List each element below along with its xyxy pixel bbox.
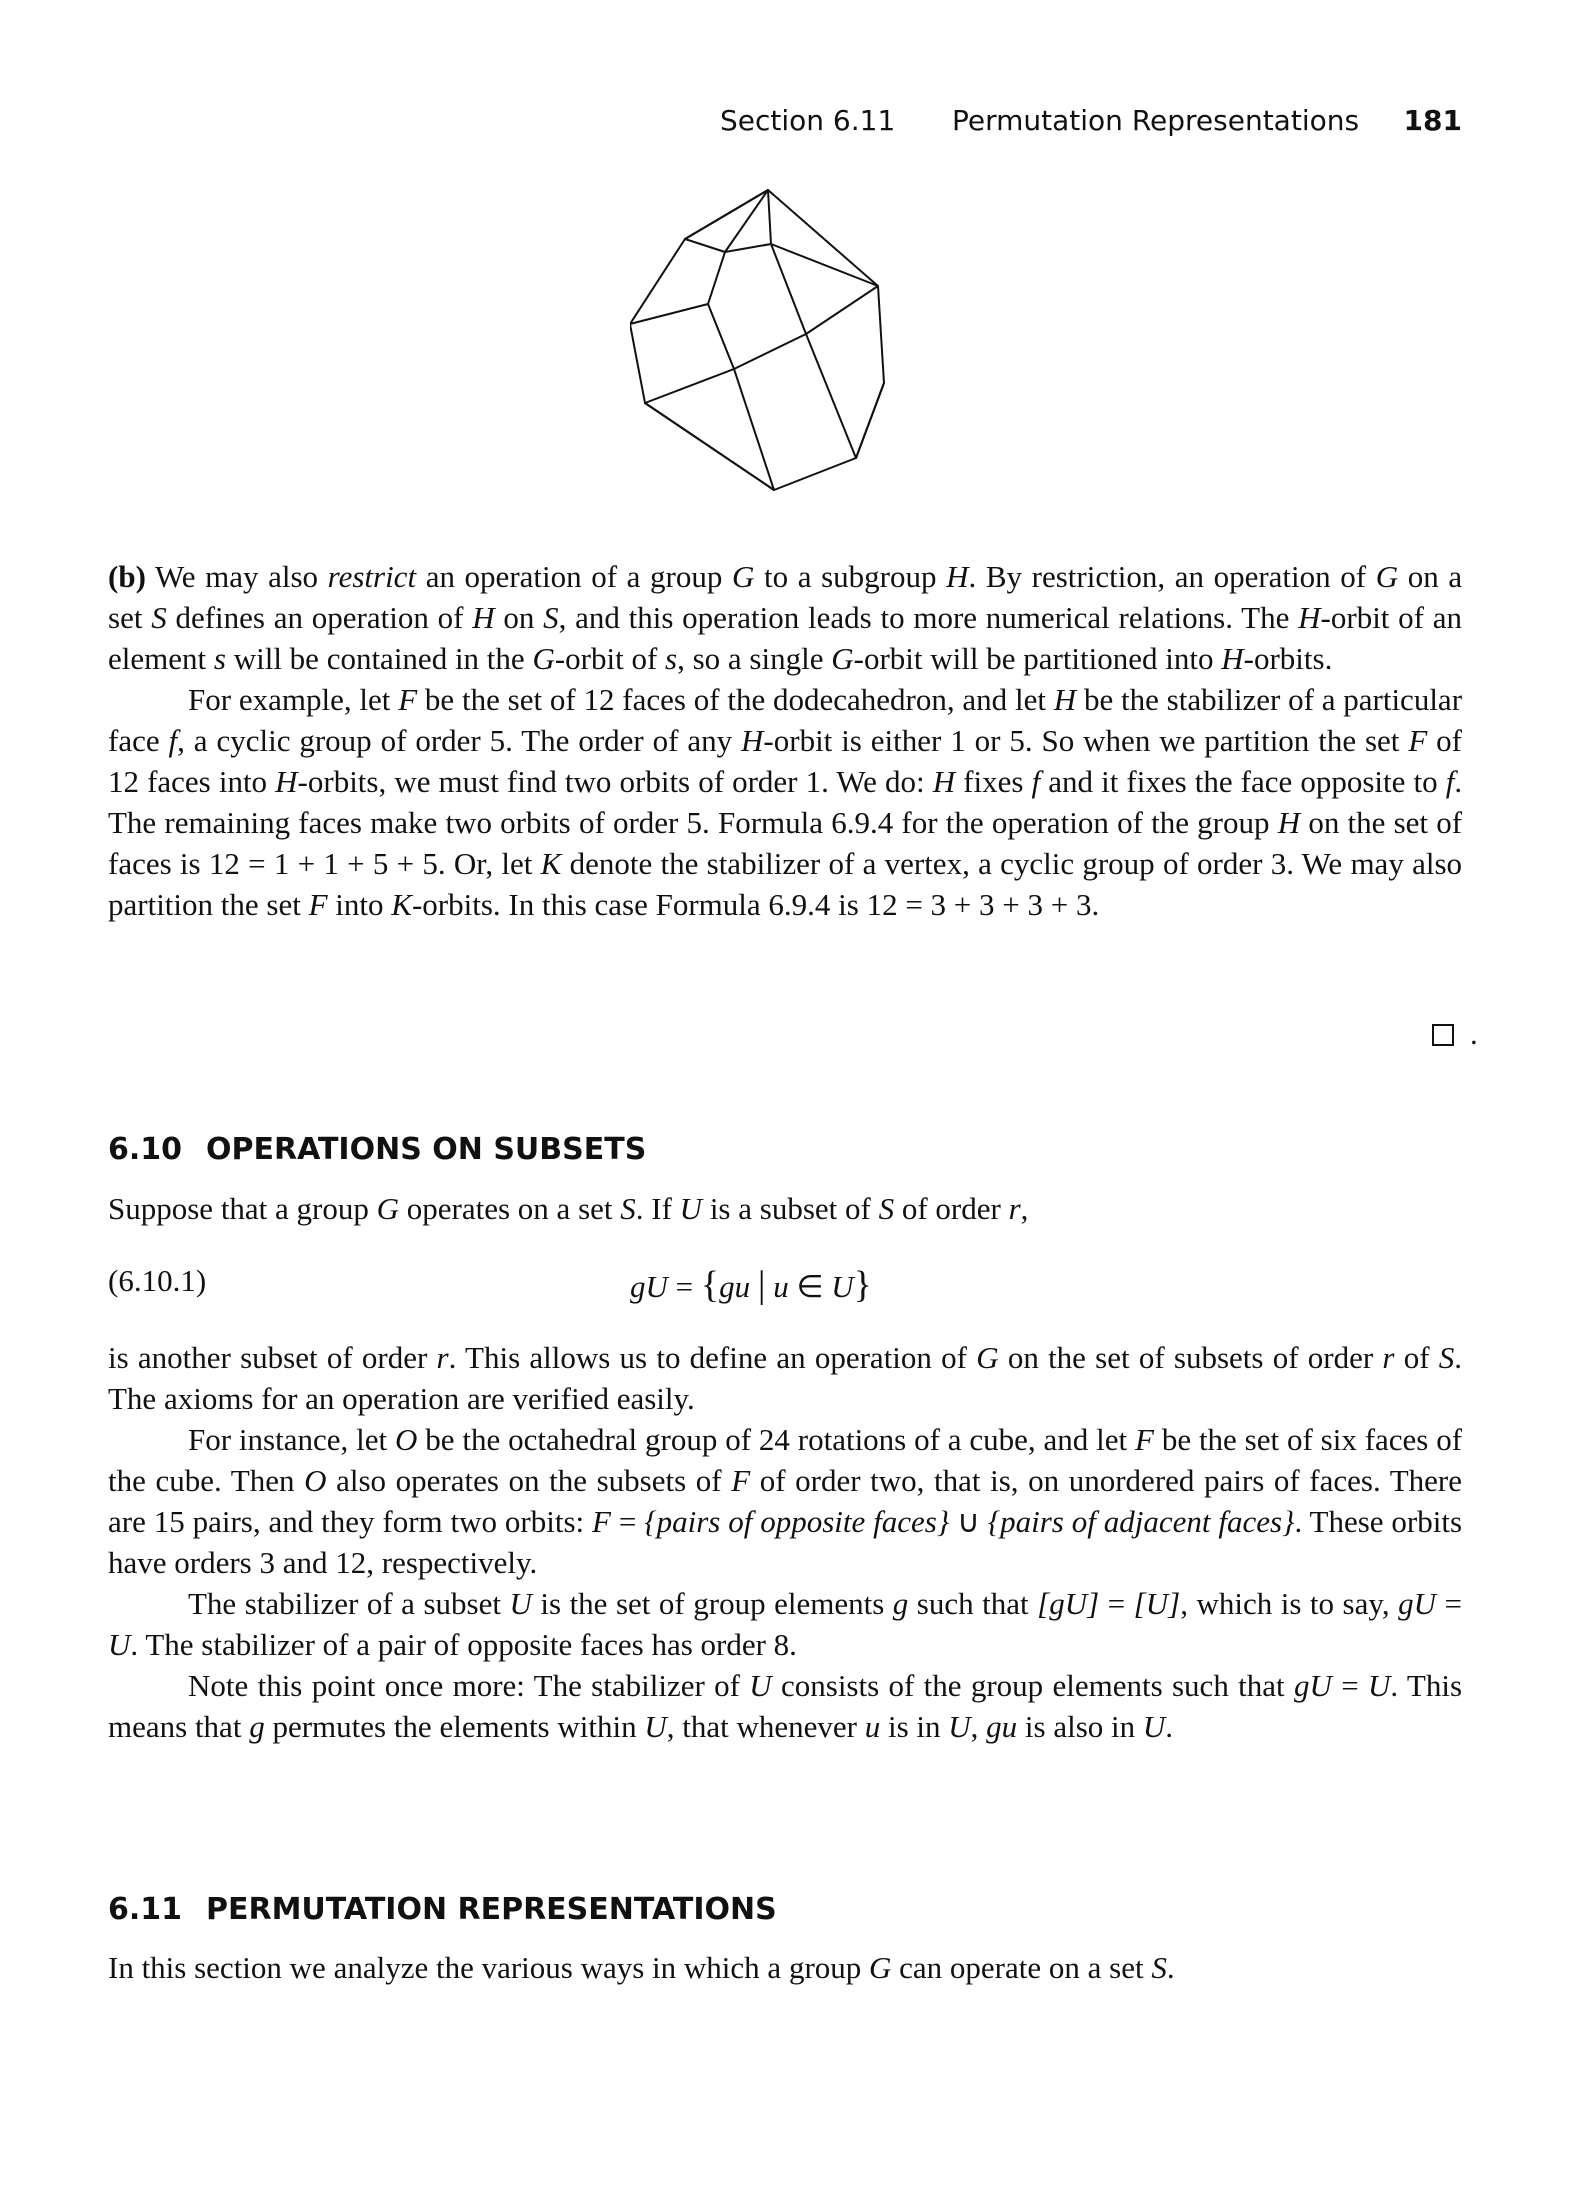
equation-6-10-1 — [108, 1255, 1462, 1306]
paragraph-note: Note this point once more: The stabilizer of U consists of the group elements such that gU = U. This means that g permutes the elements within U, that whenever u is in U, gu is also in U. — [108, 1668, 1463, 1744]
paragraph-stabilizer: The stabilizer of a subset U is the set of group elements g such that [gU] = [U], which is to say, gU = U. The stabilizer of a pair of opposite faces has order 8. — [108, 1586, 1463, 1662]
paragraph-octahedral: For instance, let O be the octahedral group of 24 rotations of a cube, and let F be the set of six faces of the cube. Then O also operates on the subsets of F of order two, that is, on unordered pairs of faces. There are 15 pairs, and they form two orbits: F = {pairs of opposite faces} ∪ {pairs of adjacent faces}. These orbits have orders 3 and 12, respectively. — [108, 1422, 1463, 1580]
equation-body: gU = {gu | u ∈ U} — [630, 1264, 872, 1306]
section-610-intro: Suppose that a group G operates on a set S. If U is a subset of S of order r, — [108, 1191, 1029, 1226]
qed-box — [1432, 1024, 1454, 1046]
paragraph-b: (b) We may also restrict an operation of a group G to a subgroup H. By restriction, an operation of G on a set S defines an operation of H on S, and this operation leads to more numerical relations. The H-orbit of an element s will be contained in the G-orbit of s, so a single G-orbit will be partitioned into H-orbits. — [108, 559, 1463, 676]
trailing-dot: . — [1470, 1016, 1478, 1051]
paragraph-subsets: is another subset of order r. This allows us to define an operation of G on the set of subsets of order r of S. The axioms for an operation are verified easily. — [108, 1340, 1463, 1416]
section-heading-611: 6.11 PERMUTATION REPRESENTATIONS — [108, 1892, 777, 1927]
section-611-intro: In this section we analyze the various ways in which a group G can operate on a set S. — [108, 1950, 1175, 1985]
page-number: 181 — [1403, 104, 1462, 137]
header-section: Section 6.11 — [720, 104, 896, 137]
section-610-body — [108, 1337, 1462, 1747]
paragraph-example: For example, let F be the set of 12 faces of the dodecahedron, and let H be the stabilizer of a particular face f, a cyclic group of order 5. The order of any H-orbit is either 1 or 5. So when we partition the set F of 12 faces into H-orbits, we must find two orbits of order 1. We do: H fixes f and it fixes the face opposite to f. The remaining faces make two orbits of order 5. Formula 6.9.4 for the operation of the group H on the set of faces is 12 = 1 + 1 + 5 + 5. Or, let K denote the stabilizer of a vertex, a cyclic group of order 3. We may also partition the set F into K-orbits. In this case Formula 6.9.4 is 12 = 3 + 3 + 3 + 3. — [108, 682, 1463, 922]
equation-label: (6.10.1) — [108, 1263, 207, 1298]
paragraph-block-top — [108, 556, 1462, 925]
header-title: Permutation Representations — [952, 104, 1360, 137]
running-head — [720, 104, 1462, 144]
dodecahedron-icon — [630, 182, 940, 502]
section-heading-610: 6.10 OPERATIONS ON SUBSETS — [108, 1132, 647, 1167]
